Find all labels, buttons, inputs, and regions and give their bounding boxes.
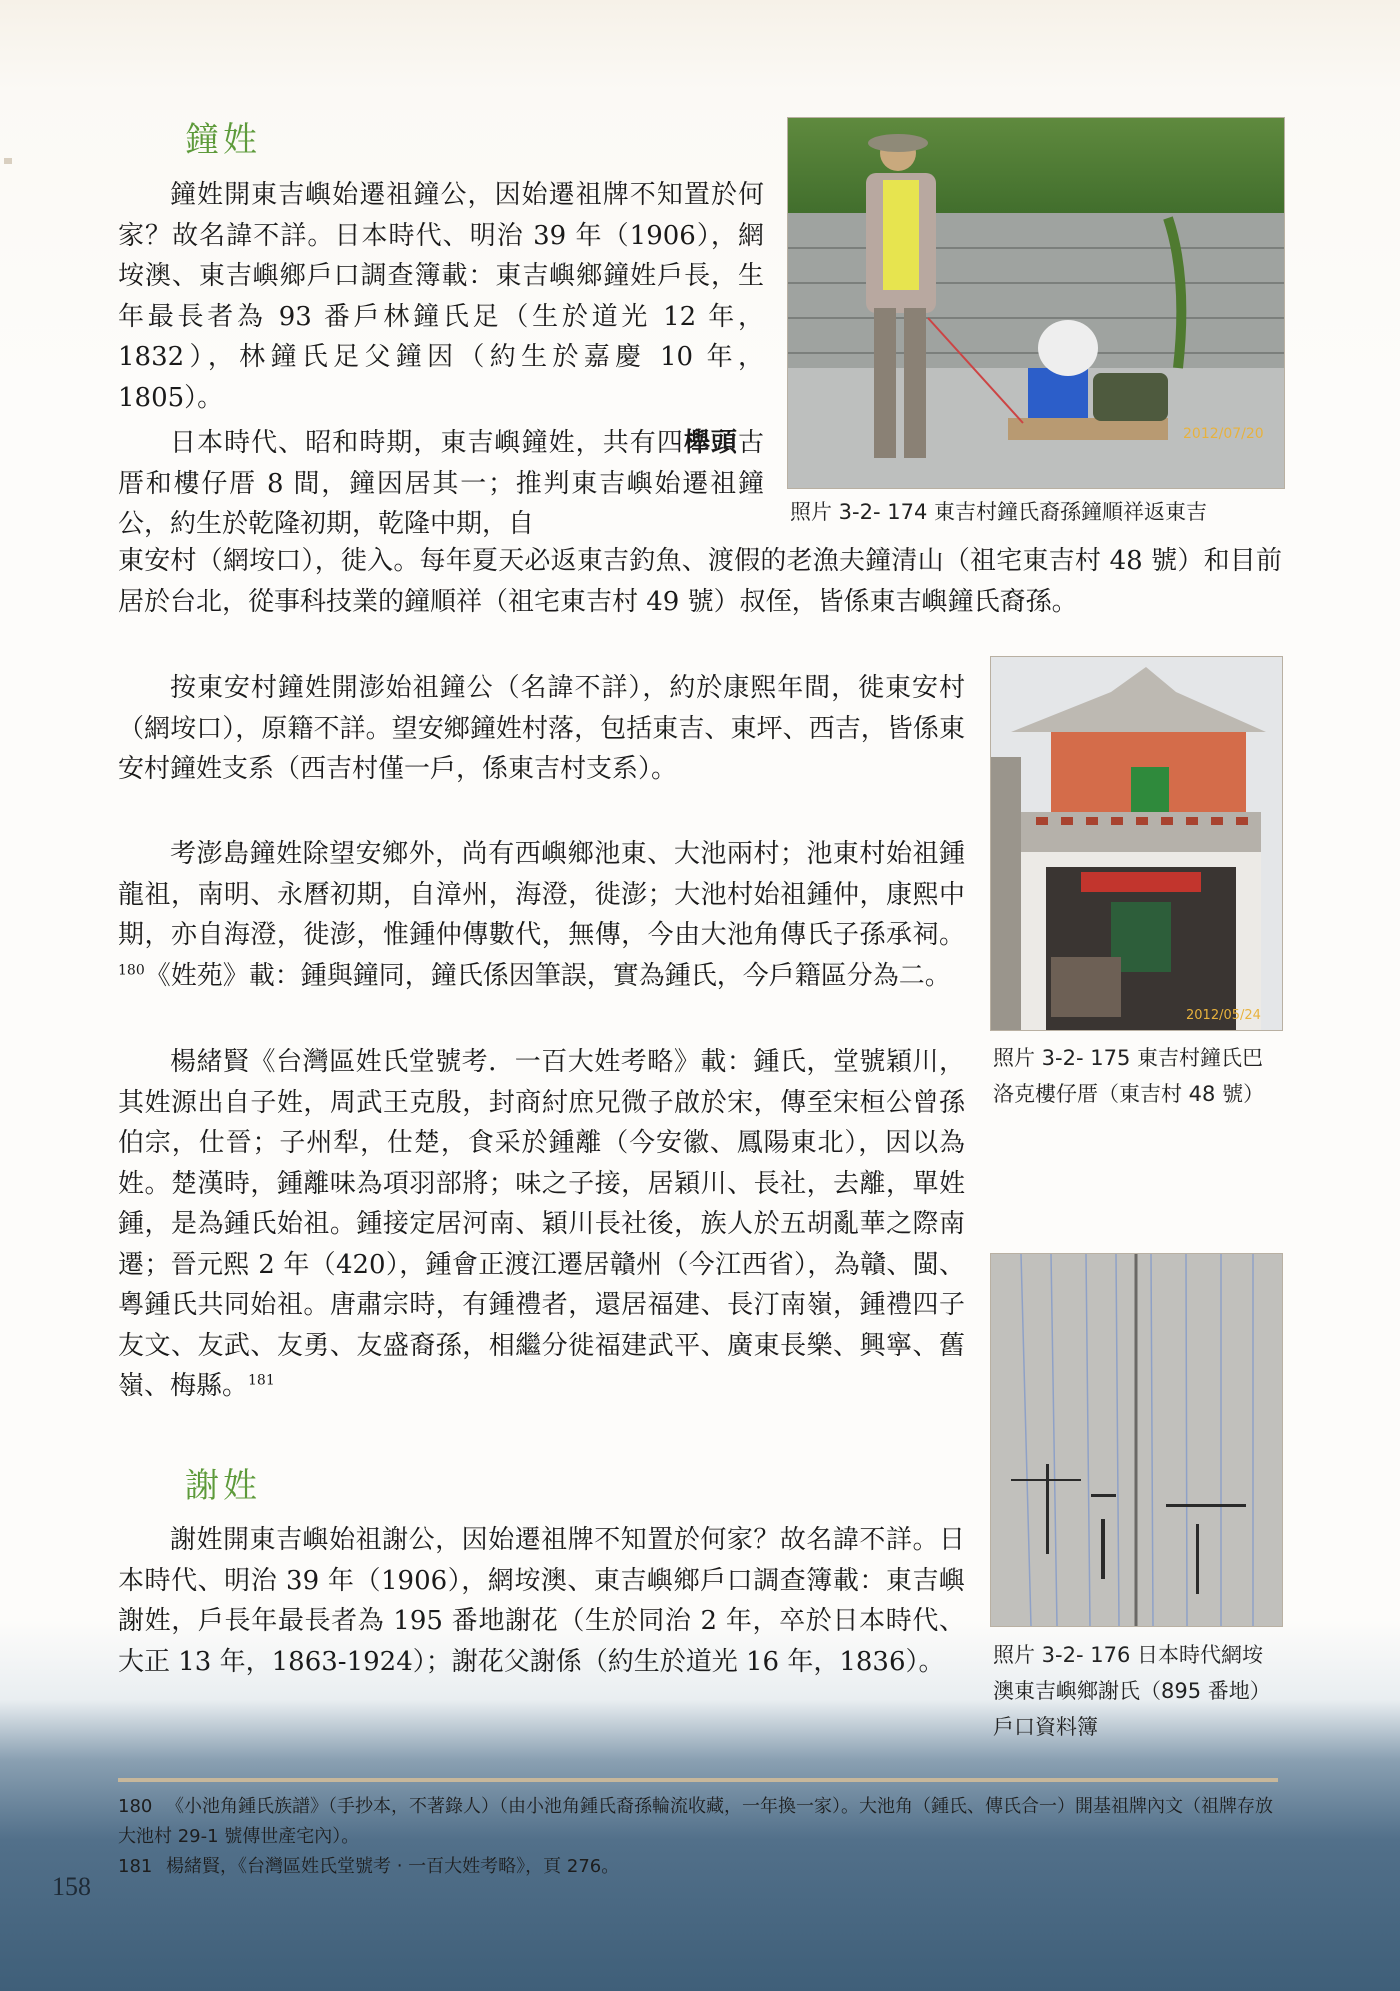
paragraph-zhong-4-text: 考澎島鐘姓除望安鄉外，尚有西嶼鄉池東、大池兩村；池東村始祖鍾龍祖，南明、永曆初期，自漳州，海澄，徙澎；大池村始祖鍾仲，康熙中期，亦自海澄，徙澎，惟鍾仲傳數代，無傳，今由大池角傳氏子孫承祠。 [118, 839, 965, 950]
footnote-180 [118, 1792, 1283, 1852]
footnote-number: 180 [118, 1796, 153, 1817]
page-number: 158 [52, 1872, 91, 1901]
photo-caption-174: 照片 3-2- 174 東吉村鐘氏裔孫鐘順祥返東吉 [790, 500, 1207, 524]
footnote-181 [118, 1852, 1283, 1882]
paragraph-zhong-2-continued: 東安村（網垵口），徙入。每年夏天必返東吉釣魚、渡假的老漁夫鐘清山（祖宅東吉村 48 號）和目前居於台北，從事科技業的鐘順祥（祖宅東吉村 49 號）叔侄，皆係東吉嶼鐘氏裔孫。 [118, 546, 1282, 617]
photo-man-with-cart [787, 117, 1285, 489]
photo-household-register [990, 1253, 1283, 1627]
footnote-number: 181 [118, 1856, 153, 1877]
section-heading-zhong: 鐘姓 [185, 120, 261, 160]
footnote-ref-181: 181 [248, 1372, 275, 1389]
photo-caption-176: 照片 3-2- 176 日本時代網垵澳東吉嶼鄉謝氏（895 番地）戶口資料簿 [993, 1643, 1271, 1739]
paragraph-zhong-4 [118, 834, 965, 996]
photo-baroque-house-image [991, 657, 1282, 1030]
footnote-divider [118, 1778, 1278, 1782]
footnote-text: 楊緒賢，《台灣區姓氏堂號考 ‧ 一百大姓考略》，頁 276。 [166, 1856, 620, 1877]
paragraph-zhong-5 [118, 1042, 965, 1407]
photo-household-register-image [991, 1254, 1282, 1626]
footnote-ref-180: 180 [118, 961, 145, 978]
bold-term: 櫸頭 [683, 428, 738, 458]
paragraph-zhong-1: 鐘姓開東吉嶼始遷祖鐘公，因始遷祖牌不知置於何家？故名諱不詳。日本時代、明治 39 年（1906），網垵澳、東吉嶼鄉戶口調查簿載：東吉嶼鄉鐘姓戶長，生年最長者為 93 番戶林鐘氏足（生於道光 12 年，1832），林鐘氏足父鐘因（約生於嘉慶 10 年，1805）。 [118, 180, 764, 413]
photo-man-with-cart-image [788, 118, 1284, 488]
paragraph-zhong-4-tail: 《姓苑》載：鍾與鐘同，鐘氏係因筆誤，實為鍾氏，今戶籍區分為二。 [144, 960, 951, 991]
page-edge-mark [4, 158, 12, 164]
photo-date-stamp: 2012/07/20 [1183, 426, 1264, 442]
paragraph-zhong-3: 按東安村鐘姓開澎始祖鐘公（名諱不詳），約於康熙年間，徙東安村（網垵口），原籍不詳。望安鄉鐘姓村落，包括東吉、東坪、西吉，皆係東安村鐘姓支系（西吉村僅一戶，係東吉村支系）。 [118, 673, 965, 784]
paragraph-zhong-2 [118, 423, 764, 545]
paragraph-zhong-2-part-a: 日本時代、昭和時期，東吉嶼鐘姓，共有四 [170, 428, 684, 458]
paragraph-xie-1: 謝姓開東吉嶼始祖謝公，因始遷祖牌不知置於何家？故名諱不詳。日本時代、明治 39 年（1906），網垵澳、東吉嶼鄉戶口調查簿載：東吉嶼謝姓，戶長年最長者為 195 番地謝花（生於同治 2 年，卒於日本時代、大正 13 年，1863-1924）；謝花父謝係（約生於道光 16 年，1836）。 [118, 1525, 965, 1677]
photo-date-stamp: 2012/05/24 [1186, 1008, 1261, 1023]
photo-caption-175: 照片 3-2- 175 東吉村鐘氏巴洛克樓仔厝（東吉村 48 號） [993, 1046, 1265, 1106]
footnote-text: 《小池角鍾氏族譜》（手抄本，不著錄人）（由小池角鍾氏裔孫輪流收藏，一年換一家）。大池角（鍾氏、傳氏合一）開基祖牌內文（祖牌存放大池村 29-1 號傳世產宅內）。 [118, 1796, 1273, 1847]
section-heading-xie: 謝姓 [185, 1466, 261, 1506]
photo-baroque-house [990, 656, 1283, 1031]
paragraph-zhong-2-part-b: 古厝和樓仔厝 8 間，鐘因居其一；推判東吉嶼始遷祖鐘公，約生於乾隆初期，乾隆中期，自 [118, 428, 764, 539]
paragraph-zhong-5-text: 楊緒賢《台灣區姓氏堂號考．一百大姓考略》載：鍾氏，堂號穎川，其姓源出自子姓，周武王克殷，封商紂庶兄微子啟於宋，傳至宋桓公曾孫伯宗，仕晉；子州犁，仕楚，食采於鍾離（今安徽、鳳陽東北），因以為姓。楚漢時，鍾離味為項羽部將；味之子接，居穎川、長社，去離，單姓鍾，是為鍾氏始祖。鍾接定居河南、穎川長社後，族人於五胡亂華之際南遷；晉元熙 2 年（420），鍾會正渡江遷居贛州（今江西省），為贛、閩、粵鍾氏共同始祖。唐肅宗時，有鍾禮者，還居福建、長汀南嶺，鍾禮四子友文、友武、友勇、友盛裔孫，相繼分徙福建武平、廣東長樂、興寧、舊嶺、梅縣。 [118, 1047, 965, 1401]
